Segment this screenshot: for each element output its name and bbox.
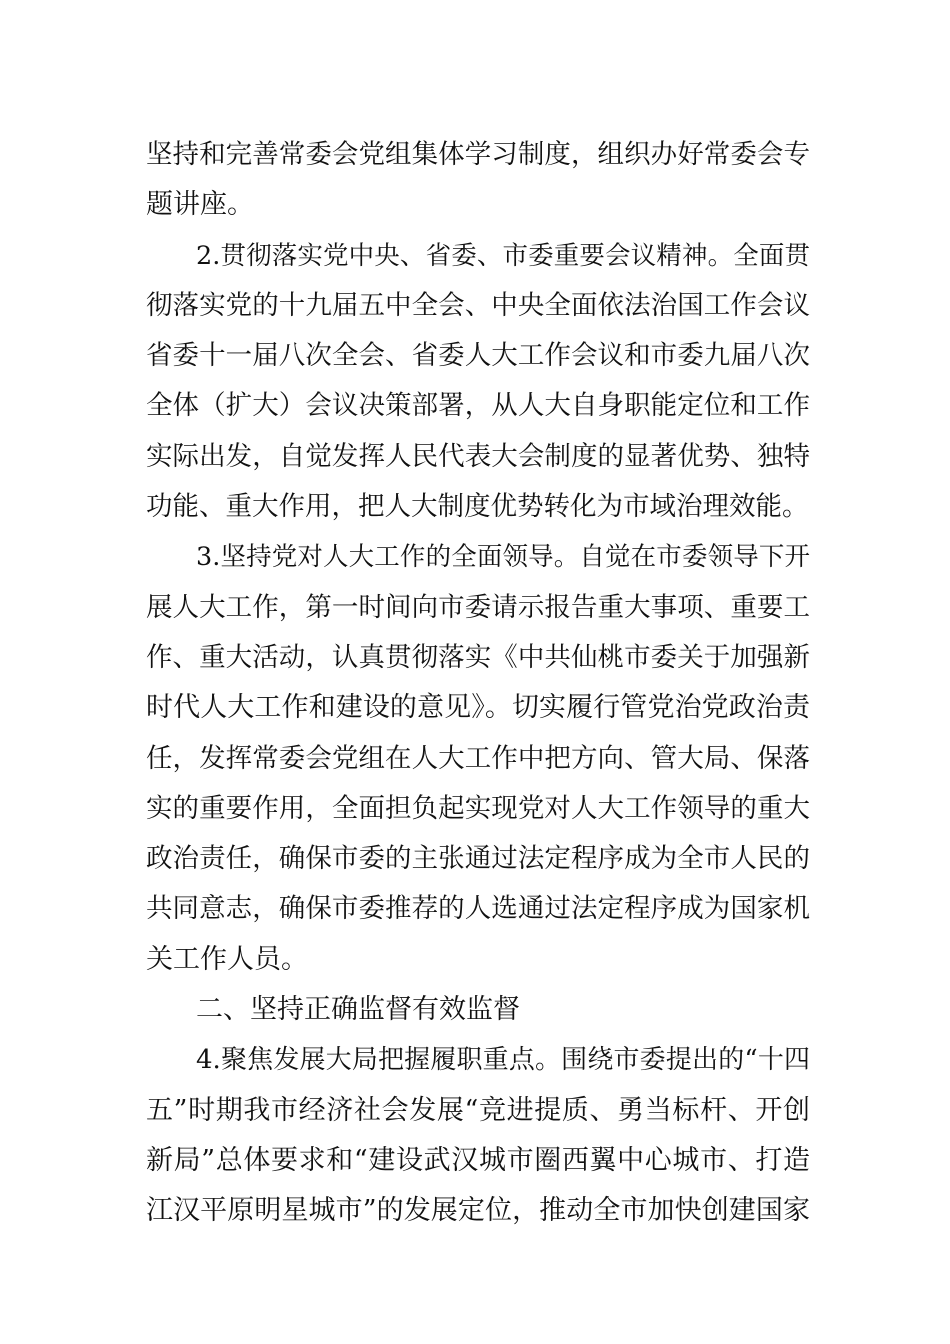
text-line: 实际出发，自觉发挥人民代表大会制度的显著优势、独特 [146,440,810,472]
text-line: 全体（扩大）会议决策部署，从人大自身职能定位和工作 [146,390,810,422]
text-line: 题讲座。 [146,189,254,221]
paragraph-2-start: 2.贯彻落实党中央、省委、市委重要会议精神。全面贯 [196,240,810,271]
text-line: 实的重要作用，全面担负起实现党对人大工作领导的重大 [146,792,810,824]
paragraph-4-start: 4.聚焦发展大局把握履职重点。围绕市委提出的“十四 [196,1045,810,1076]
text-line: 时代人大工作和建设的意见》。切实履行管党治党政治责 [146,692,810,724]
text-line: 展人大工作，第一时间向市委请示报告重大事项、重要工 [146,591,810,623]
text-line: 彻落实党的十九届五中全会、中央全面依法治国工作会议 [146,289,810,321]
text-line: 任，发挥常委会党组在人大工作中把方向、管大局、保落 [146,742,810,774]
text-line: 省委十一届八次全会、省委人大工作会议和市委九届八次 [146,340,810,372]
text-line: 作、重大活动，认真贯彻落实《中共仙桃市委关于加强新 [146,641,810,673]
paragraph-3-start: 3.坚持党对人大工作的全面领导。自觉在市委领导下开 [196,542,810,573]
text-line: 共同意志，确保市委推荐的人选通过法定程序成为国家机 [146,893,810,925]
text-line: 政治责任，确保市委的主张通过法定程序成为全市人民的 [146,843,810,875]
document-body [146,130,810,1237]
text-line: 新局”总体要求和“建设武汉城市圈西翼中心城市、打造 [146,1144,810,1176]
text-line: 关工作人员。 [146,943,308,975]
section-heading: 二、坚持正确监督有效监督 [196,994,520,1026]
text-line: 五”时期我市经济社会发展“竞进提质、勇当标杆、开创 [146,1094,810,1126]
text-line: 江汉平原明星城市”的发展定位，推动全市加快创建国家 [146,1195,810,1227]
text-line: 功能、重大作用，把人大制度优势转化为市域治理效能。 [146,491,809,523]
text-line: 坚持和完善常委会党组集体学习制度，组织办好常委会专 [146,139,810,170]
